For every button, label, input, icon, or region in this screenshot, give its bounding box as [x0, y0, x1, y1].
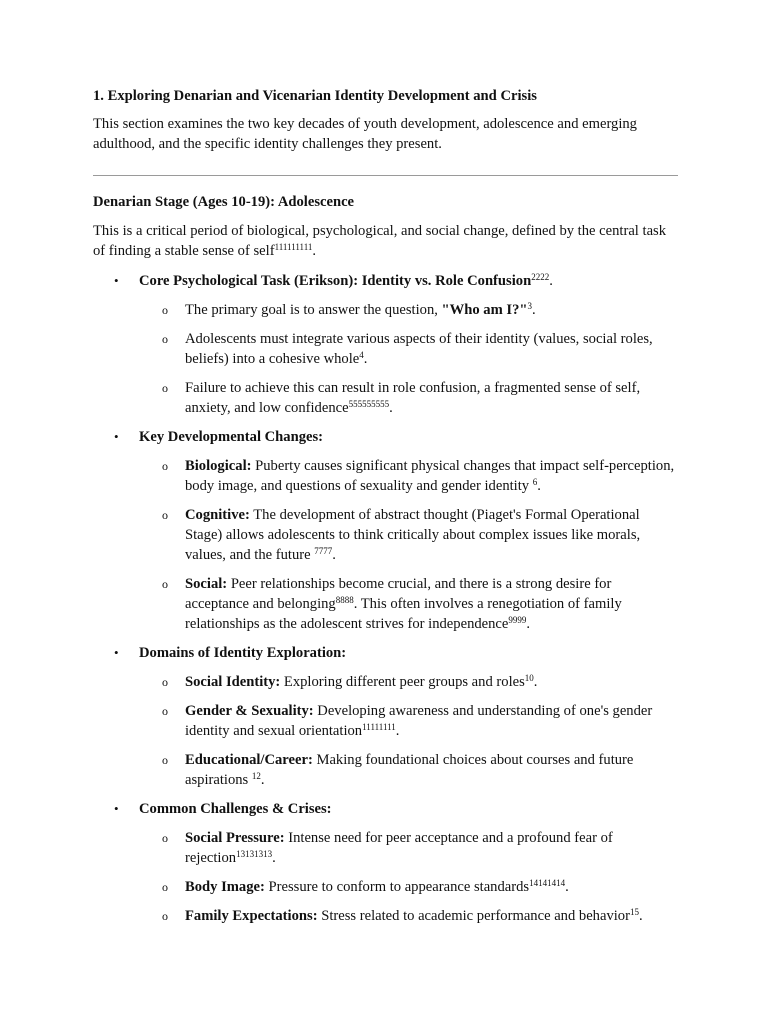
hollow-bullet-icon: o: [162, 381, 168, 395]
stage-intro-end: .: [312, 243, 317, 259]
bullet-dot-icon: •: [114, 429, 119, 444]
hollow-bullet-icon: o: [162, 577, 168, 591]
bullet-label: Core Psychological Task (Erikson): Identity vs. Role Confusion: [139, 273, 532, 289]
hollow-bullet-icon: o: [162, 753, 168, 767]
footnote-marker: 7777: [314, 546, 333, 556]
period: .: [549, 273, 553, 289]
sub-bullet-list: [139, 828, 678, 926]
item-bold-label: Body Image:: [185, 879, 265, 895]
hollow-bullet-icon: o: [162, 909, 168, 923]
item-bold-label: Social Identity:: [185, 674, 281, 690]
sub-bullet-item: [139, 750, 678, 790]
item-bold-label: Social Pressure:: [185, 830, 285, 846]
sub-bullet-item: [139, 505, 678, 565]
item-text: Pressure to conform to appearance standards: [264, 879, 530, 895]
sub-bullet-item: [139, 672, 678, 692]
item-text: Stress related to academic performance and behavior: [317, 908, 630, 924]
hollow-bullet-icon: o: [162, 831, 168, 845]
footnote-marker: 2222: [531, 272, 550, 282]
footnote-marker: 4: [359, 350, 364, 360]
period: .: [537, 478, 541, 494]
item-text: Developing awareness and understanding of one's gender identity and sexual orientation: [185, 703, 653, 739]
period: .: [363, 351, 368, 367]
sub-bullet-item: [139, 828, 678, 868]
section-intro: This section examines the two key decades of youth development, adolescence and emerging adulthood, and the specific identity challenges they present.: [93, 116, 637, 152]
period: .: [565, 879, 569, 895]
sub-bullet-item: [139, 456, 678, 496]
hollow-bullet-icon: o: [162, 880, 168, 894]
hollow-bullet-icon: o: [162, 508, 168, 522]
bullet-dot-icon: •: [114, 645, 119, 660]
item-bold-label: Cognitive:: [185, 507, 250, 523]
item-text: The development of abstract thought (Piaget's Formal Operational Stage) allows adolescents to think critically about complex issues like morals, values, and the future: [185, 507, 641, 563]
item-text: . This often involves a renegotiation of family relationships as the adolescent strives for independence: [185, 596, 622, 632]
item-bold-label: Social:: [185, 576, 228, 592]
bullet-dot-icon: •: [114, 801, 119, 816]
sub-bullet-item: [139, 329, 678, 369]
item-bold-label: "Who am I?": [441, 302, 528, 318]
footnote-marker: 15: [629, 907, 639, 917]
bullet-item: [93, 427, 678, 634]
period: .: [532, 302, 536, 318]
hollow-bullet-icon: o: [162, 332, 168, 346]
document-content: [93, 86, 678, 935]
footnote-marker: 555555555: [348, 399, 390, 409]
item-text: Adolescents must integrate various aspects of their identity (values, social roles, beliefs) into a cohesive whole: [185, 331, 653, 367]
stage-intro-text: This is a critical period of biological, psychological, and social change, defined by the central task of finding a stable sense of self: [93, 223, 667, 259]
item-text: Peer relationships become crucial, and there is a strong desire for acceptance and belonging: [185, 576, 612, 612]
period: .: [533, 674, 538, 690]
period: .: [332, 547, 336, 563]
footnote-marker: 6: [532, 477, 538, 487]
sub-bullet-item: [139, 877, 678, 897]
footnote-marker: 111111111: [274, 242, 313, 252]
item-text: Intense need for peer acceptance and a profound fear of rejection: [185, 830, 613, 866]
footnote-marker: 12: [251, 771, 261, 781]
hollow-bullet-icon: o: [162, 675, 168, 689]
bullet-item: [93, 643, 678, 790]
bullet-item: [93, 271, 678, 418]
section-title: 1. Exploring Denarian and Vicenarian Identity Development and Crisis: [93, 88, 537, 104]
sub-bullet-item: [139, 300, 678, 320]
footnote-marker: 14141414: [529, 878, 566, 888]
stage-title: Denarian Stage (Ages 10-19): Adolescence: [93, 194, 355, 210]
period: .: [638, 908, 643, 924]
item-bold-label: Biological:: [185, 458, 252, 474]
bullet-label: Common Challenges & Crises:: [139, 801, 332, 817]
bullet-dot-icon: •: [114, 273, 119, 288]
sub-bullet-list: [139, 300, 678, 418]
item-bold-label: Educational/Career:: [185, 752, 313, 768]
item-text: Failure to achieve this can result in role confusion, a fragmented sense of self, anxiety, and low confidence: [185, 380, 641, 416]
bullet-label: Domains of Identity Exploration:: [139, 645, 347, 661]
sub-bullet-item: [139, 574, 678, 634]
item-bold-label: Gender & Sexuality:: [185, 703, 314, 719]
period: .: [260, 772, 265, 788]
bullet-item: [93, 799, 678, 926]
footnote-marker: 11111111: [362, 722, 396, 732]
footnote-marker: 13131313: [236, 849, 273, 859]
sub-bullet-item: [139, 701, 678, 741]
stage-intro: [93, 221, 678, 261]
sub-bullet-item: [139, 378, 678, 418]
period: .: [526, 616, 531, 632]
footnote-marker: 3: [527, 301, 532, 311]
item-text: Puberty causes significant physical changes that impact self-perception, body image, and questions of sexuality and gender identity: [185, 458, 675, 494]
sub-bullet-item: [139, 906, 678, 926]
item-text: The primary goal is to answer the question,: [185, 302, 442, 318]
hollow-bullet-icon: o: [162, 704, 168, 718]
footnote-marker: 10: [524, 673, 534, 683]
footnote-marker: 9999: [508, 615, 527, 625]
hollow-bullet-icon: o: [162, 459, 168, 473]
item-bold-label: Family Expectations:: [185, 908, 318, 924]
bullet-list: [93, 271, 678, 926]
bullet-label: Key Developmental Changes:: [139, 429, 324, 445]
sub-bullet-list: [139, 456, 678, 634]
footnote-marker: 8888: [335, 595, 354, 605]
period: .: [395, 723, 400, 739]
horizontal-divider: [93, 175, 678, 176]
item-text: Making foundational choices about courses and future aspirations: [185, 752, 634, 788]
item-text: Exploring different peer groups and roles: [280, 674, 525, 690]
period: .: [389, 400, 393, 416]
period: .: [272, 850, 276, 866]
hollow-bullet-icon: o: [162, 303, 168, 317]
sub-bullet-list: [139, 672, 678, 790]
